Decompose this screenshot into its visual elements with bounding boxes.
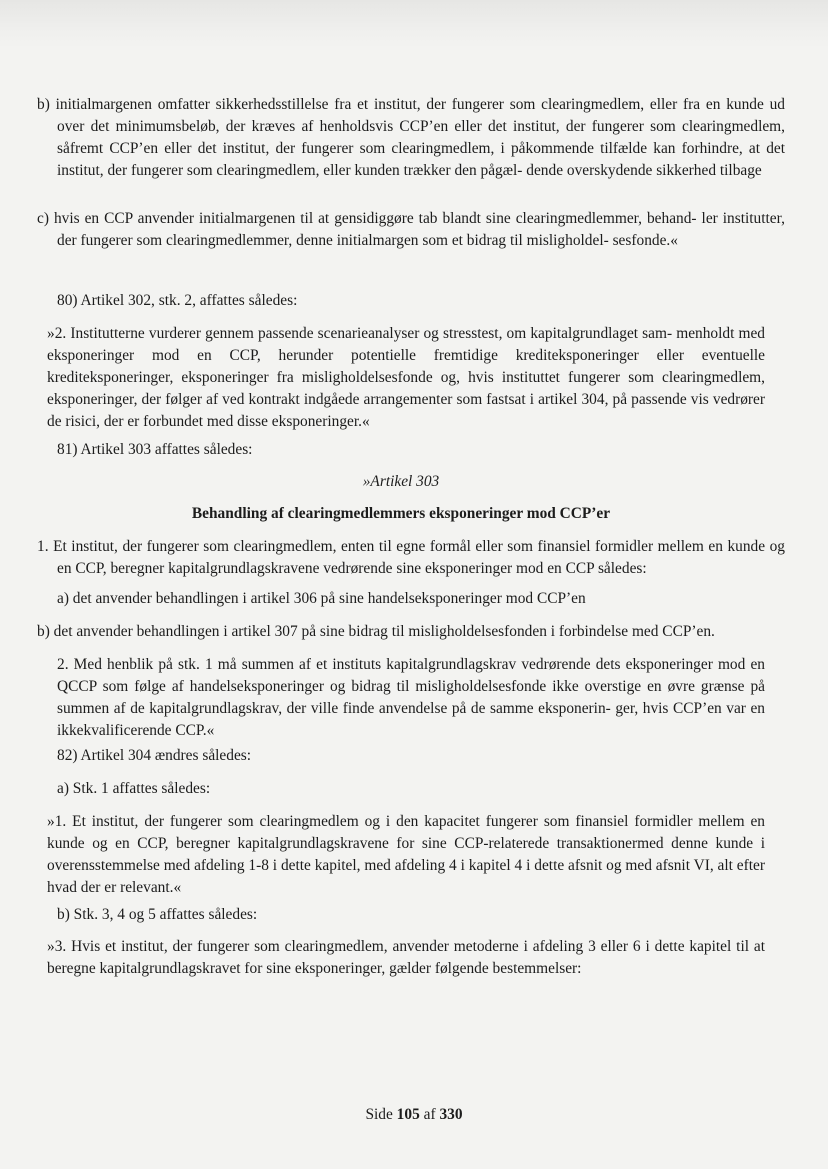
paragraph-c-initial-margin: c) hvis en CCP anvender initialmargenen til at gensidiggøre tab blandt sine clearingmedlemmer, behand- ler institutter, der fungerer som clearingmedlemmer, denne initialmargen som et bidrag til misligholdel- sesfonde.«: [37, 210, 785, 249]
article-303-paragraph-2: 2. Med henblik på stk. 1 må summen af et instituts kapitalgrundlagskrav vedrørende dets eksponeringer mod en QCCP som følge af handelseksponeringer og bidrag til misligholdelsesfonde ikke overstige en øvre grænse på summen af de kapitalgrundlagskrav, der ville finde anvendelse på de samme eksponerin- ger, hvis CCP’en var en ikkekvalificerende CCP.«: [57, 656, 765, 739]
article-304-paragraph-1: »1. Et institut, der fungerer som clearingmedlem og i den kapacitet fungerer som finansiel formidler mellem en kunde og en CCP, beregner kapitalgrundlagskravene for sine CCP-relaterede transaktionermed denne kunde i overensstemmelse med afdeling 1-8 i dette kapitel, med afdeling 4 i kapitel 4 i dette afsnit og med afsnit VI, alt efter hvad der er relevant.«: [47, 813, 765, 896]
article-303-item-b: b) det anvender behandlingen i artikel 307 på sine bidrag til misligholdelsesfonden i forbindelse med CCP’en.: [37, 623, 715, 640]
page-footer: [0, 1106, 828, 1124]
footer-middle: af: [423, 1106, 436, 1123]
paragraph-b-initial-margin: b) initialmargenen omfatter sikkerhedsstillelse fra et institut, der fungerer som clearingmedlem, eller fra en kunde ud over det minimumsbeløb, der kræves af henholdsvis CCP’en eller det institut, der fungerer som clearingmedlem, såfremt CCP’en eller det institut, der fungerer som clearingmedlem, i påkommende tilfælde kan forhindre, at det institut, der fungerer som clearingmedlem, eller kunden trækker den pågæl- dende overskydende sikkerhed tilbage: [37, 96, 785, 179]
item-81-heading: 81) Artikel 303 affattes således:: [57, 441, 253, 458]
footer-prefix: Side: [365, 1106, 393, 1123]
item-82-sub-b: b) Stk. 3, 4 og 5 affattes således:: [57, 906, 258, 923]
article-303-heading: Behandling af clearingmedlemmers eksponeringer mod CCP’er: [191, 505, 611, 522]
article-303-item-a: a) det anvender behandlingen i artikel 306 på sine handelseksponeringer mod CCP’en: [57, 590, 586, 607]
footer-current-page: 105: [396, 1106, 420, 1123]
item-80-heading: 80) Artikel 302, stk. 2, affattes således:: [57, 292, 298, 309]
scan-top-bleed: [0, 0, 828, 48]
article-302-text: »2. Institutterne vurderer gennem passende scenarieanalyser og stresstest, om kapitalgrundlaget sam- menholdt med eksponeringer mod en CCP, herunder potentielle fremtidige krediteksponeringer eller eventuelle krediteksponeringer, eksponeringer fra misligholdelsesfonde og, hvis instituttet fungerer som clearingmedlem, eksponeringer, der følger af ved kontrakt indgåede arrangementer som fastsat i artikel 304, på passende vis vedrører de risici, der er forbundet med disse eksponeringer.«: [47, 325, 765, 430]
article-304-paragraph-3: »3. Hvis et institut, der fungerer som clearingmedlem, anvender metoderne i afdeling 3 eller 6 i dette kapitel til at beregne kapitalgrundlagskravet for sine eksponeringer, gælder følgende bestemmelser:: [47, 938, 765, 977]
item-82-heading: 82) Artikel 304 ændres således:: [57, 747, 252, 764]
footer-total-pages: 330: [439, 1106, 463, 1123]
article-303-paragraph-1: 1. Et institut, der fungerer som clearingmedlem, enten til egne formål eller som finansiel formidler mellem en kunde og en CCP, beregner kapitalgrundlagskravene vedrørende sine eksponeringer mod en CCP således:: [37, 538, 785, 577]
item-82-sub-a: a) Stk. 1 affattes således:: [57, 780, 211, 797]
article-303-title: »Artikel 303: [362, 473, 440, 490]
